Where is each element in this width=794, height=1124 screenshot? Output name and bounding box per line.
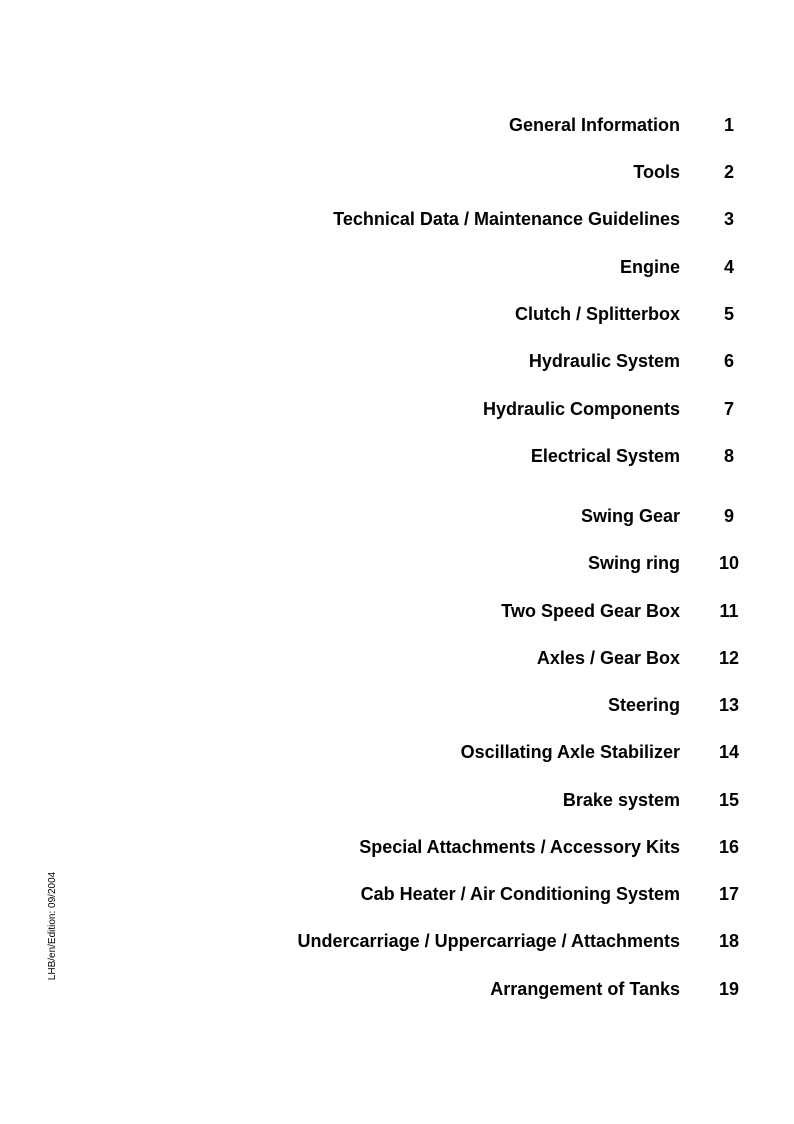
toc-entry-11[interactable]: [0, 599, 794, 623]
toc-entry-number: 5: [723, 304, 734, 324]
toc-entry-18[interactable]: [0, 929, 794, 953]
toc-entry-number: 2: [723, 162, 734, 182]
toc-entry-number: 13: [718, 695, 740, 715]
toc-entry-19[interactable]: [0, 977, 794, 1001]
toc-entry-title: Oscillating Axle Stabilizer: [460, 742, 680, 762]
toc-entry-number: 11: [719, 601, 739, 621]
toc-entry-title: Brake system: [562, 790, 680, 810]
toc-entry-4[interactable]: [0, 255, 794, 279]
toc-entry-title: Hydraulic Components: [482, 399, 680, 419]
toc-entry-title: Electrical System: [530, 446, 680, 466]
toc-entry-12[interactable]: [0, 646, 794, 670]
toc-entry-title: Axles / Gear Box: [536, 648, 680, 668]
toc-entry-title: Hydraulic System: [528, 351, 680, 371]
toc-entry-number: 12: [718, 648, 740, 668]
toc-entry-title: Technical Data / Maintenance Guidelines: [333, 209, 680, 229]
toc-entry-title: Engine: [619, 257, 680, 277]
toc-entry-8[interactable]: [0, 444, 794, 468]
toc-entry-number: 19: [718, 979, 740, 999]
toc-entry-title: Two Speed Gear Box: [501, 601, 680, 621]
toc-entry-7[interactable]: [0, 397, 794, 421]
toc-entry-number: 7: [723, 399, 734, 419]
toc-entry-10[interactable]: [0, 551, 794, 575]
toc-entry-6[interactable]: [0, 349, 794, 373]
toc-entry-number: 1: [723, 115, 734, 135]
toc-entry-15[interactable]: [0, 788, 794, 812]
toc-entry-number: 10: [718, 553, 740, 573]
toc-entry-number: 18: [718, 931, 740, 951]
toc-entry-13[interactable]: [0, 693, 794, 717]
toc-entry-number: 3: [723, 209, 734, 229]
toc-entry-2[interactable]: [0, 160, 794, 184]
toc-entry-16[interactable]: [0, 835, 794, 859]
toc-entry-number: 6: [723, 351, 734, 371]
toc-entry-5[interactable]: [0, 302, 794, 326]
toc-entry-title: Tools: [633, 162, 680, 182]
edition-note: LHB/en/Edition: 09/2004: [47, 871, 58, 981]
toc-entry-number: 15: [718, 790, 740, 810]
toc-entry-title: Clutch / Splitterbox: [514, 304, 680, 324]
toc-entry-title: Cab Heater / Air Conditioning System: [360, 884, 680, 904]
toc-entry-number: 8: [723, 446, 734, 466]
toc-entry-title: Undercarriage / Uppercarriage / Attachments: [297, 931, 680, 951]
toc-entry-number: 16: [718, 837, 740, 857]
toc-entry-17[interactable]: [0, 882, 794, 906]
toc-entry-number: 17: [718, 884, 740, 904]
toc-entry-title: Swing Gear: [580, 506, 680, 526]
toc-entry-title: Special Attachments / Accessory Kits: [359, 837, 680, 857]
toc-entry-number: 4: [723, 257, 734, 277]
toc-entry-title: Arrangement of Tanks: [490, 979, 680, 999]
toc-entry-3[interactable]: [0, 207, 794, 231]
toc-entry-number: 14: [718, 742, 740, 762]
toc-entry-number: 9: [723, 506, 734, 526]
toc-entry-1[interactable]: [0, 113, 794, 137]
toc-entry-14[interactable]: [0, 740, 794, 764]
toc-entry-title: Steering: [607, 695, 680, 715]
toc-entry-title: Swing ring: [588, 553, 680, 573]
toc-entry-title: General Information: [508, 115, 680, 135]
toc-entry-9[interactable]: [0, 504, 794, 528]
